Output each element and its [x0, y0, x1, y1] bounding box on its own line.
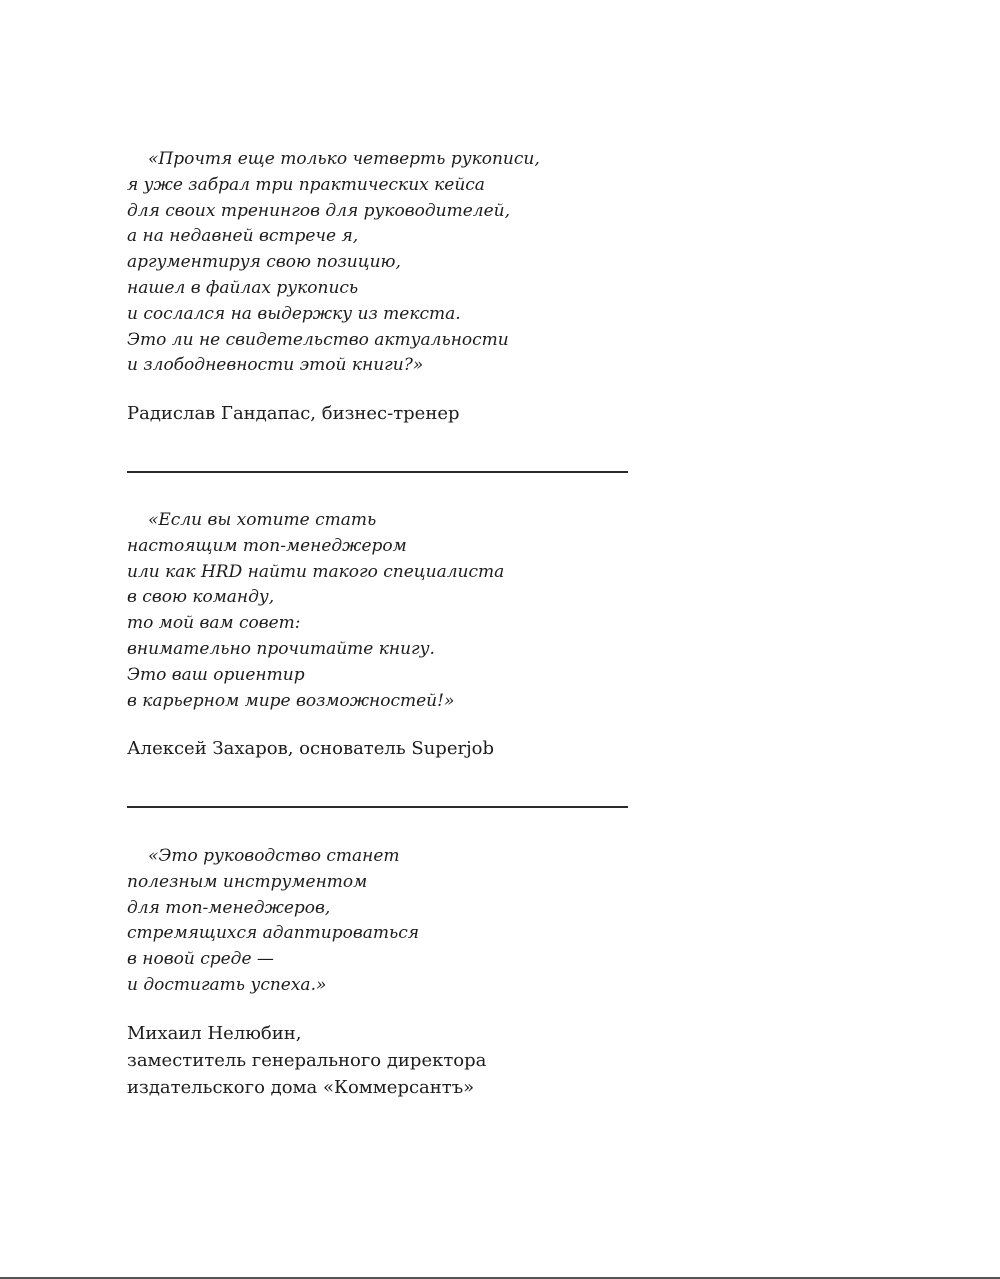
quote-line: Это ваш ориентир — [127, 664, 305, 685]
quote-line: и сослался на выдержку из текста. — [127, 303, 461, 324]
testimonial-quote — [127, 147, 647, 379]
quote-line: то мой вам совет: — [127, 613, 301, 634]
testimonial-2 — [127, 508, 647, 762]
testimonial-quote — [127, 508, 647, 714]
testimonial-author — [127, 1020, 647, 1101]
quote-line: для топ-менеджеров, — [127, 897, 331, 918]
testimonial-3 — [127, 844, 647, 1101]
quote-line: нашел в файлах рукопись — [127, 277, 359, 298]
quote-line: в новой среде — — [127, 949, 274, 970]
testimonial-author — [127, 400, 647, 427]
quote-line: в свою команду, — [127, 587, 275, 608]
testimonial-quote — [127, 844, 647, 999]
testimonial-1 — [127, 147, 647, 427]
quote-line: аргументируя свою позицию, — [127, 252, 401, 273]
quote-line: стремящихся адаптироваться — [127, 923, 420, 944]
author-line: Радислав Гандапас, бизнес-тренер — [127, 403, 460, 425]
author-line: Михаил Нелюбин, — [127, 1022, 302, 1044]
quote-line: и достигать успеха.» — [127, 974, 327, 995]
quote-line: внимательно прочитайте книгу. — [127, 638, 435, 659]
quote-line: в карьерном мире возможностей!» — [127, 690, 455, 711]
testimonial-author — [127, 735, 647, 762]
quote-line: и злободневности этой книги?» — [127, 355, 424, 376]
quote-line: Это ли не свидетельство актуальности — [127, 329, 509, 350]
quote-line: для своих тренингов для руководителей, — [127, 200, 511, 221]
author-line: Алексей Захаров, основатель Superjob — [127, 738, 495, 760]
author-line: заместитель генерального директора — [127, 1049, 487, 1071]
section-divider — [127, 806, 628, 808]
quote-line: или как HRD найти такого специалиста — [127, 561, 505, 582]
section-divider — [127, 471, 628, 473]
quote-line: «Если вы хотите стать — [148, 510, 377, 530]
quote-line: а на недавней встрече я, — [127, 226, 359, 247]
quote-line: полезным инструментом — [127, 871, 368, 892]
author-line: издательского дома «Коммерсантъ» — [127, 1076, 475, 1098]
quote-line: «Это руководство станет — [148, 846, 400, 866]
quote-line: я уже забрал три практических кейса — [127, 174, 485, 195]
quote-line: «Прочтя еще только четверть рукописи, — [148, 149, 540, 169]
quote-line: настоящим топ-менеджером — [127, 535, 407, 556]
